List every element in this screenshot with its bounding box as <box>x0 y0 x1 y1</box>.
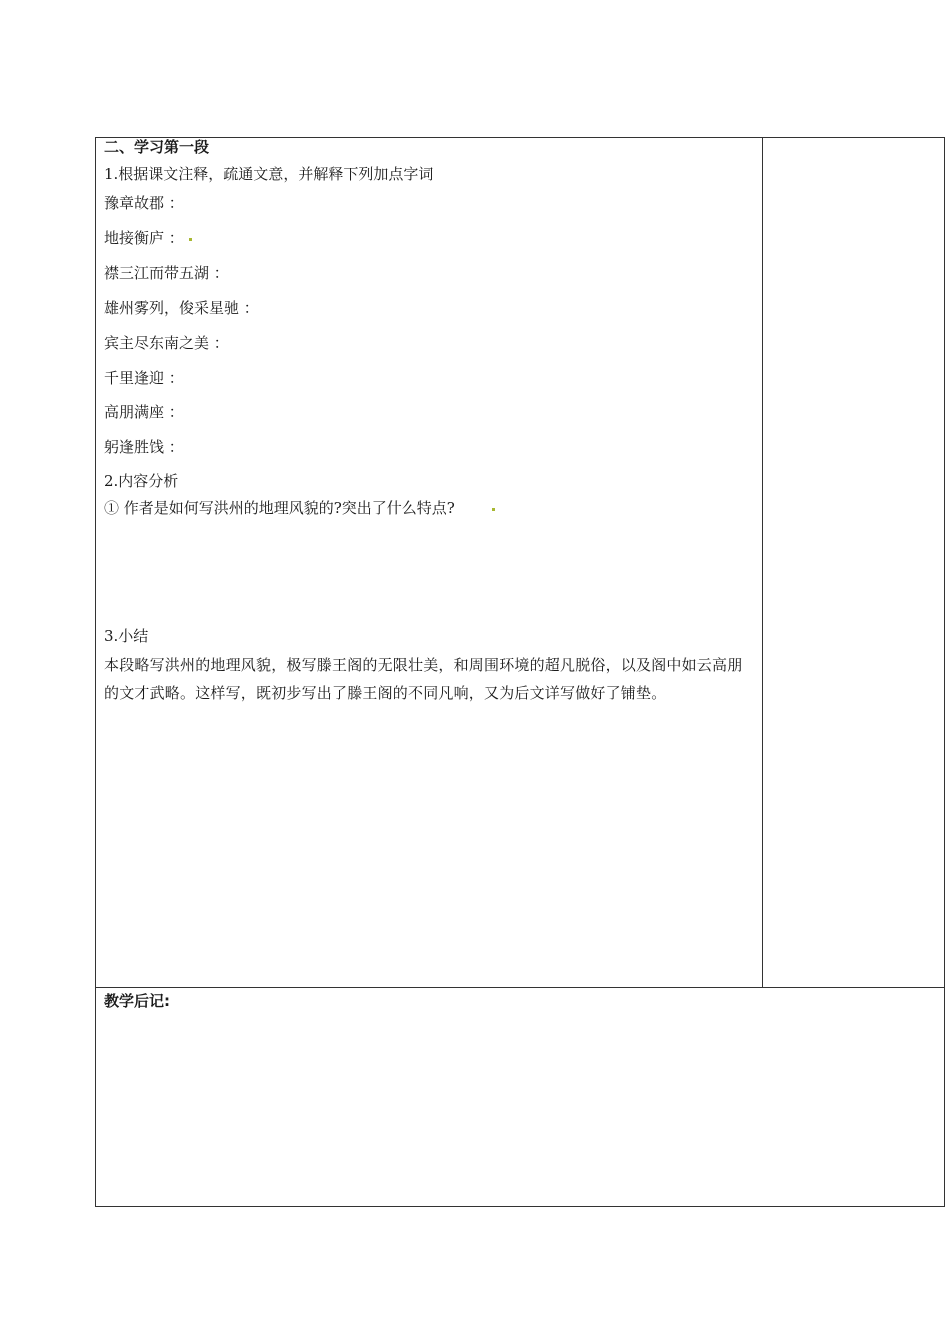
vocab-item-5: 宾主尽东南之美 ： <box>104 334 229 352</box>
vocab-item-6: 千里逢迎 ： <box>104 369 184 387</box>
task-1: 1.根据课文注释，疏通文意，并解释下列加点字词 <box>104 165 434 183</box>
annotation-mark <box>189 238 192 241</box>
task-3: 3.小结 <box>104 627 149 645</box>
annotation-mark <box>492 508 495 511</box>
column-divider <box>762 137 763 988</box>
vocab-item-7: 高朋满座 ： <box>104 403 184 421</box>
vocab-item-1: 豫章故郡 ： <box>104 194 184 212</box>
summary-paragraph: 本段略写洪州的地理风貌，极写滕王阁的无限壮美，和周围环境的超凡脱俗，以及阁中如云高朋的文才武略。这样写，既初步写出了滕王阁的不同凡响，又为后文详写做好了铺垫。 <box>104 656 743 702</box>
vocab-item-4: 雄州雾列，俊采星驰 ： <box>104 299 259 317</box>
question-1: ① 作者是如何写洪州的地理风貌的?突出了什么特点? <box>104 498 495 518</box>
vocab-item-3: 襟三江而带五湖 ： <box>104 264 229 282</box>
row-divider <box>95 987 945 988</box>
task-2: 2.内容分析 <box>104 472 179 490</box>
vocab-item-2: 地接衡庐 ： <box>104 228 192 248</box>
vocab-item-8: 躬逢胜饯 ： <box>104 438 184 456</box>
teaching-notes-label: 教学后记: <box>104 992 170 1010</box>
section-title: 二、学习第一段 <box>104 138 210 156</box>
